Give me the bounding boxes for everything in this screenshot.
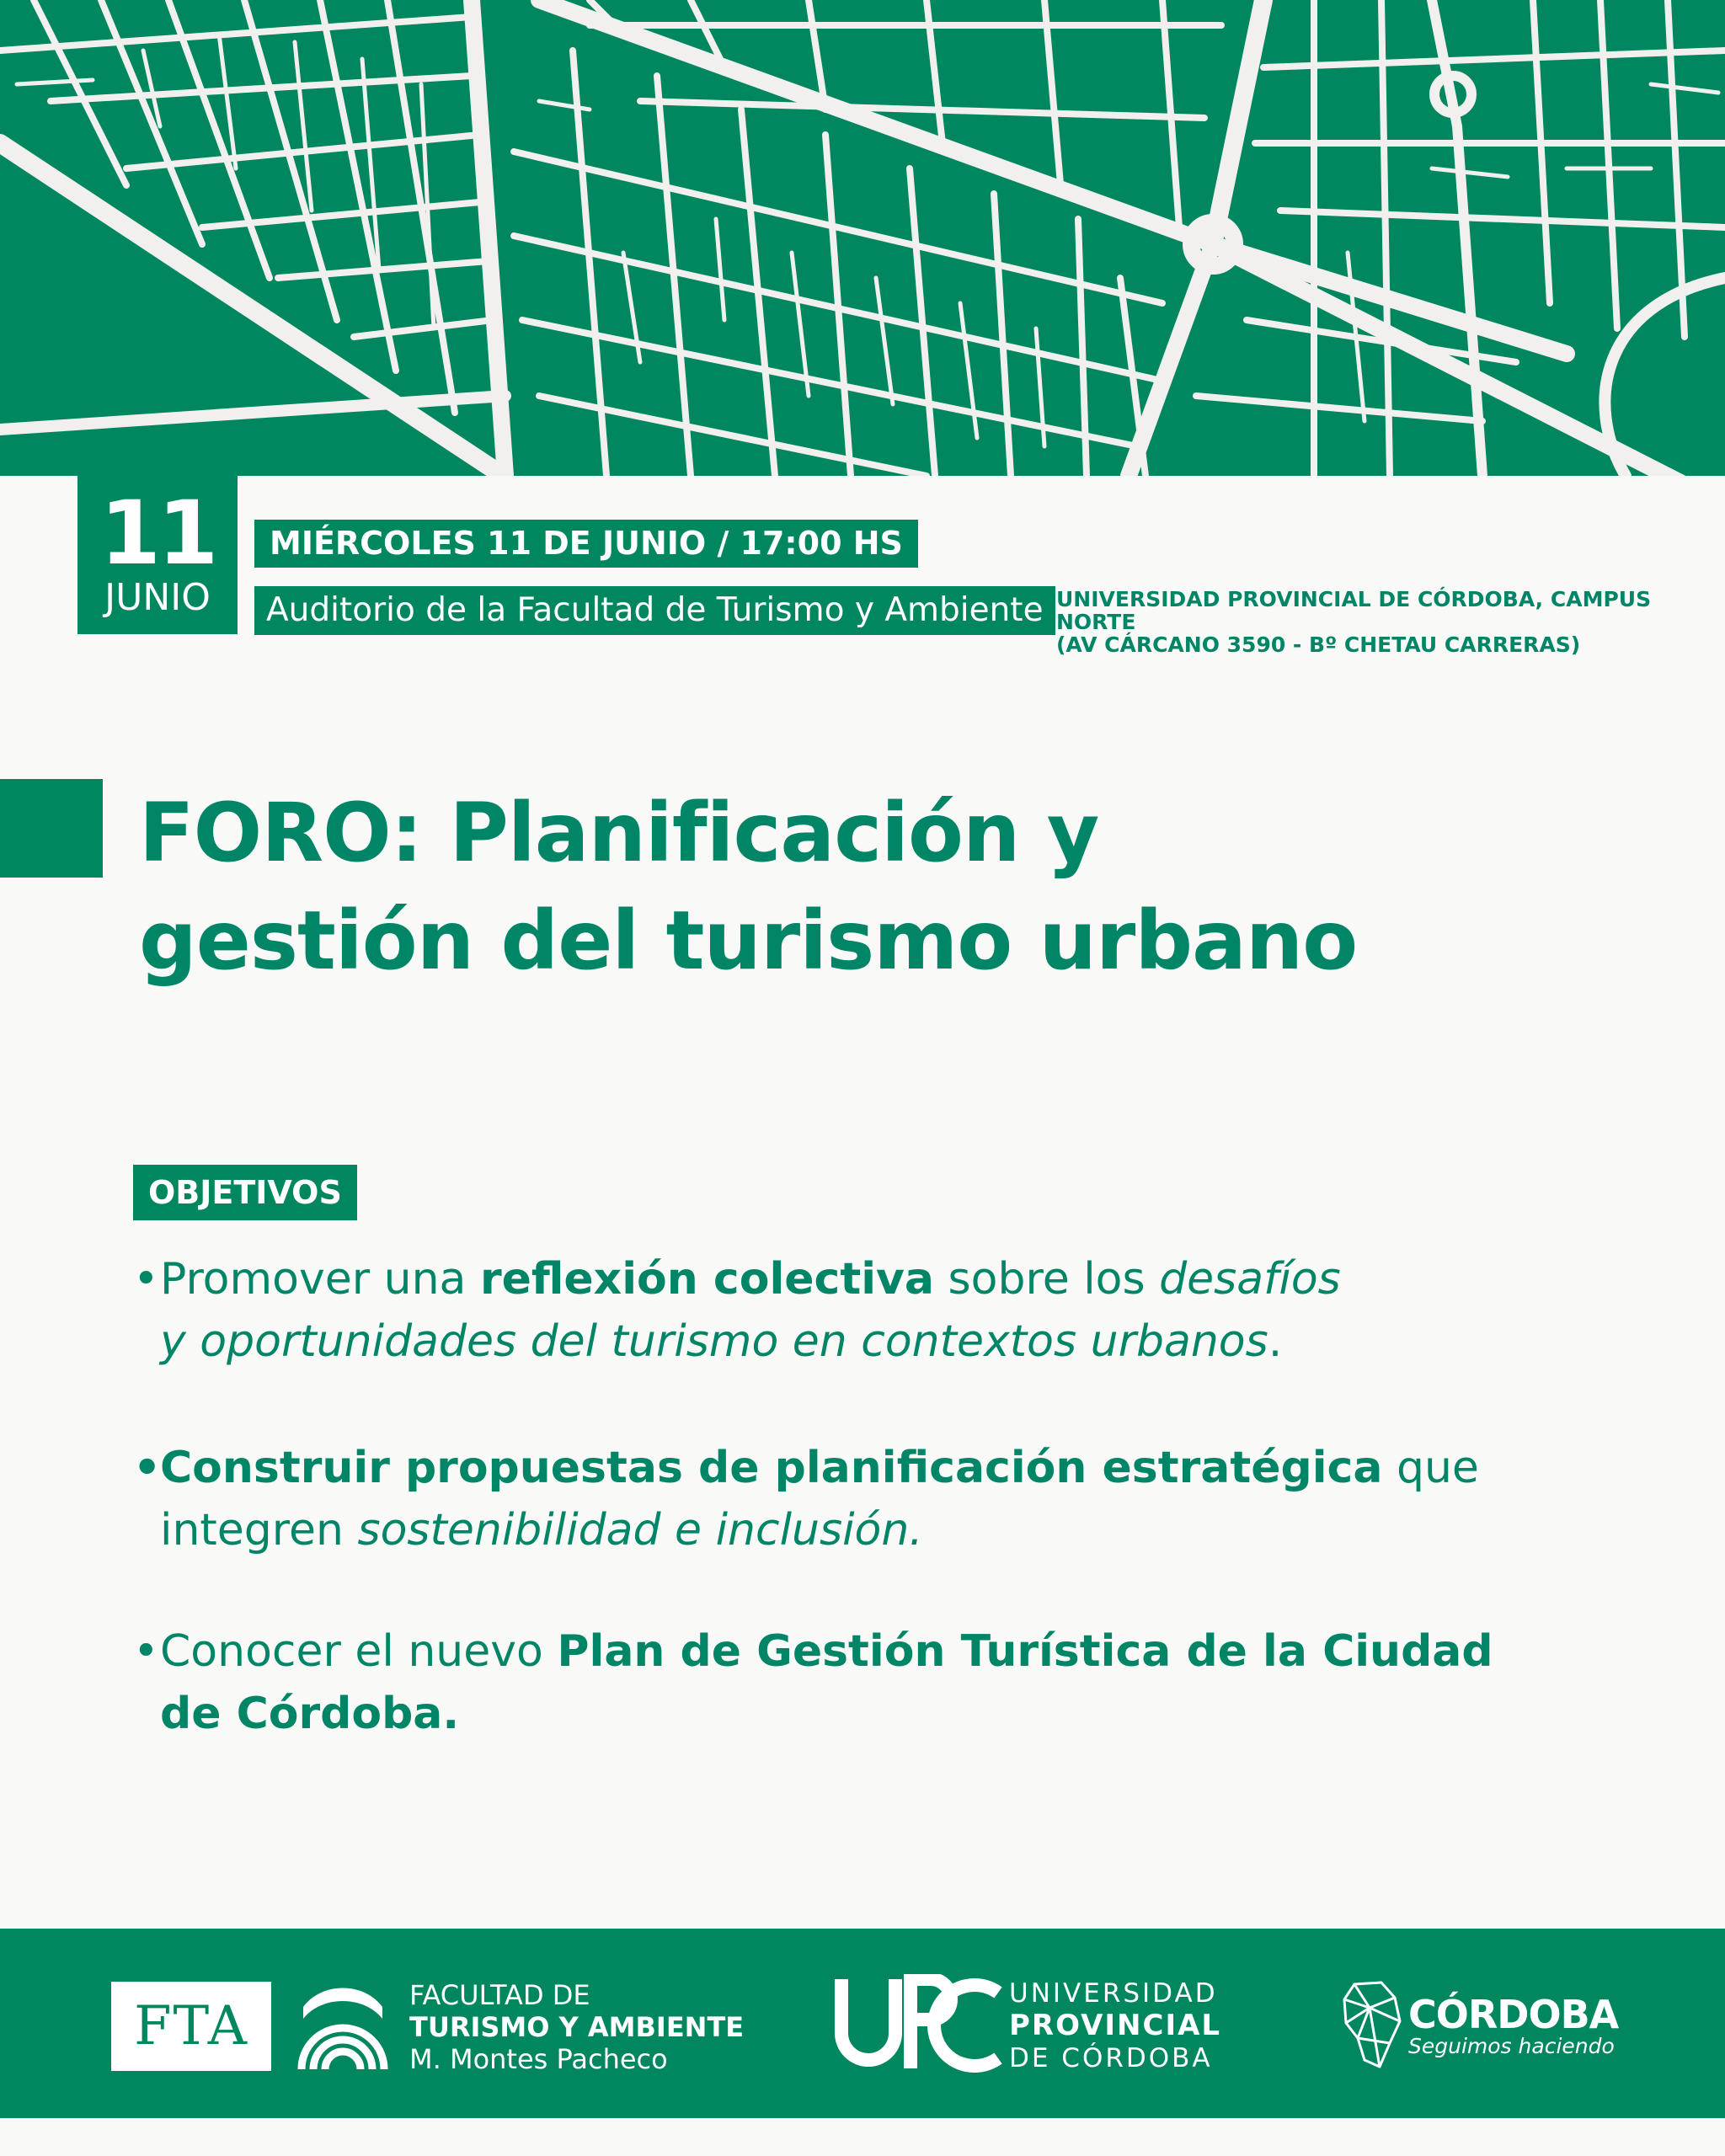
date-month: JUNIO [104,576,211,619]
cordoba-slogan: Seguimos haciendo [1408,2034,1615,2058]
address-line-2: (AV CÁRCANO 3590 - Bº CHETAU CARRERAS) [1056,632,1581,657]
event-address [1056,588,1725,656]
event-datetime: MIÉRCOLES 11 DE JUNIO / 17:00 HS [254,520,918,568]
bottom-strip [0,2118,1725,2156]
objective-2-bold: Construir propuestas de planificación estratégica [160,1443,1383,1493]
objective-item-1 [133,1248,1632,1373]
objective-1-italic-b: y oportunidades del turismo en contextos urbanos [160,1316,1268,1367]
title-accent-bar [0,779,103,878]
objectives-label: OBJETIVOS [133,1165,357,1220]
upc-monogram-icon [830,1974,1007,2075]
objective-3-bold-b: de Córdoba. [160,1689,460,1739]
faculty-line-3: M. Montes Pacheco [409,2043,668,2075]
event-venue: Auditorio de la Facultad de Turismo y Ambiente [254,586,1055,635]
date-badge [77,476,238,634]
address-line-1: UNIVERSIDAD PROVINCIAL DE CÓRDOBA, CAMPUS NORTE [1056,587,1652,634]
date-day: 11 [99,482,216,584]
faculty-name [409,1979,744,2075]
upc-name [1009,1977,1221,2074]
upc-line-2: PROVINCIAL [1009,2009,1222,2042]
objective-3-text: Conocer el nuevo [160,1626,558,1677]
upc-line-1: UNIVERSIDAD [1009,1978,1218,2009]
title-line-2: gestión del turismo urbano [139,894,1358,988]
city-map-illustration [0,0,1725,476]
upc-line-3: DE CÓRDOBA [1009,2043,1213,2073]
title-line-1: FORO: Planificación y [139,786,1099,880]
objective-1-text-b: sobre los [934,1254,1160,1305]
objective-2-text-b: integren [160,1505,358,1556]
objective-2-text: que [1382,1443,1479,1493]
objective-2-italic: sostenibilidad e inclusión. [357,1505,923,1556]
objective-item-2 [133,1437,1632,1561]
bullet: • [133,1254,159,1305]
cordoba-brand [1408,1994,1618,2058]
page-title [139,779,1655,995]
faculty-line-1: FACULTAD DE [409,1979,590,2011]
faculty-line-2: TURISMO Y AMBIENTE [409,2011,745,2043]
objective-1-italic: desafíos [1159,1254,1341,1305]
bullet: • [133,1626,159,1677]
objective-1-period: . [1268,1316,1283,1367]
cordoba-province-icon [1339,1979,1407,2072]
objective-1-bold: reflexión colectiva [479,1254,935,1305]
objective-item-3 [133,1620,1632,1745]
objective-3-bold: Plan de Gestión Turística de la Ciudad [557,1626,1493,1677]
objective-1-text: Promover una [160,1254,480,1305]
cordoba-name: CÓRDOBA [1408,1992,1619,2037]
bullet: • [133,1443,162,1493]
fta-logo: FTA [111,1982,271,2071]
fta-arches-emblem-icon [296,1982,389,2071]
